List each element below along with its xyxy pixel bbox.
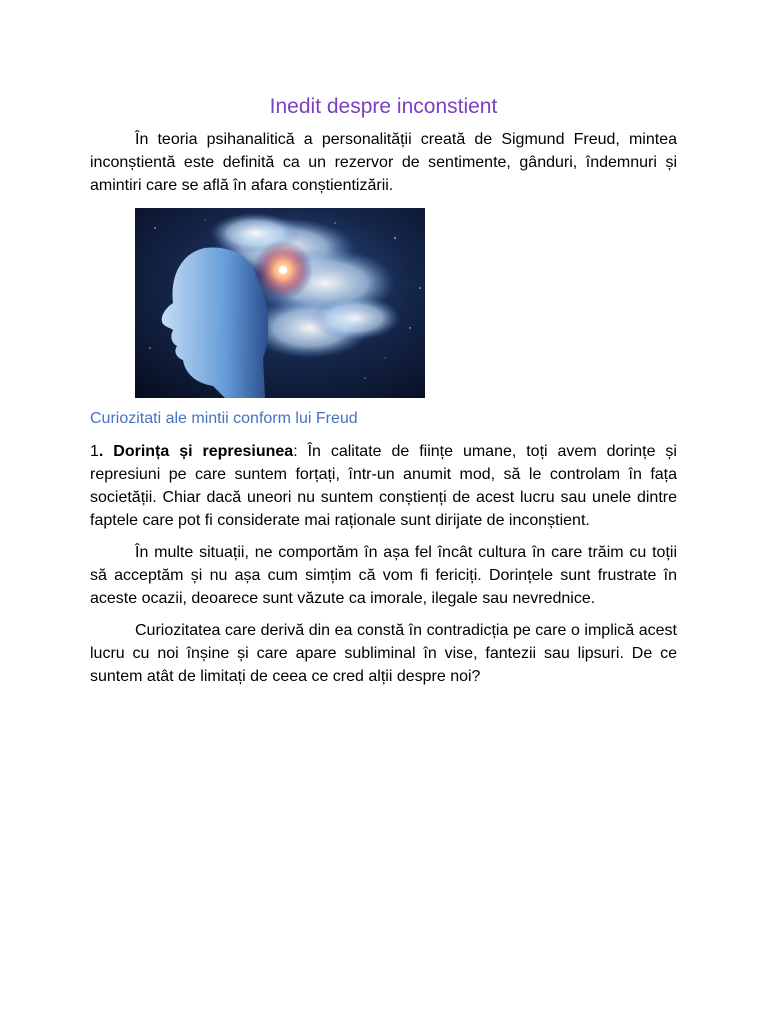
intro-paragraph: În teoria psihanalitică a personalității creată de Sigmund Freud, mintea inconștientă este definită ca un rezervor de sentimente, gânduri, îndemnuri și amintiri care se află în afara conștientizării.	[90, 131, 677, 194]
item-1-number: 1	[90, 443, 99, 460]
cosmic-head-image	[135, 208, 425, 398]
item-1-paragraph	[90, 440, 677, 532]
document-page	[90, 92, 677, 688]
section-subheading: Curiozitati ale mintii conform lui Freud	[90, 410, 358, 427]
paragraph-3: Curiozitatea care derivă din ea constă în contradicția pe care o implică acest lucru cu noi înșine și care apare subliminal în vise, fantezii sau lipsuri. De ce suntem atât de limitați de ceea ce cred alții despre noi?	[90, 622, 677, 685]
paragraph-2: În multe situații, ne comportăm în așa fel încât cultura în care trăim cu toții să acceptăm și nu așa cum simțim că vom fi fericiți. Dorințele sunt frustrate în aceste ocazii, deoarece sunt văzute ca imorale, ilegale sau nevrednice.	[90, 544, 677, 607]
item-1-text: : În calitate de ființe umane, toți avem dorințe și represiuni pe care suntem forțați, într-un anumit mod, să le controlam în fața societății. Chiar dacă uneori nu suntem conștienți de acest lucru sau unele dintre faptele care pot fi considerate mai raționale sunt dirijate de inconștient.	[90, 443, 677, 529]
item-1-title: . Dorința și represiunea	[98, 443, 294, 460]
document-title: Inedit despre inconstient	[269, 95, 498, 118]
